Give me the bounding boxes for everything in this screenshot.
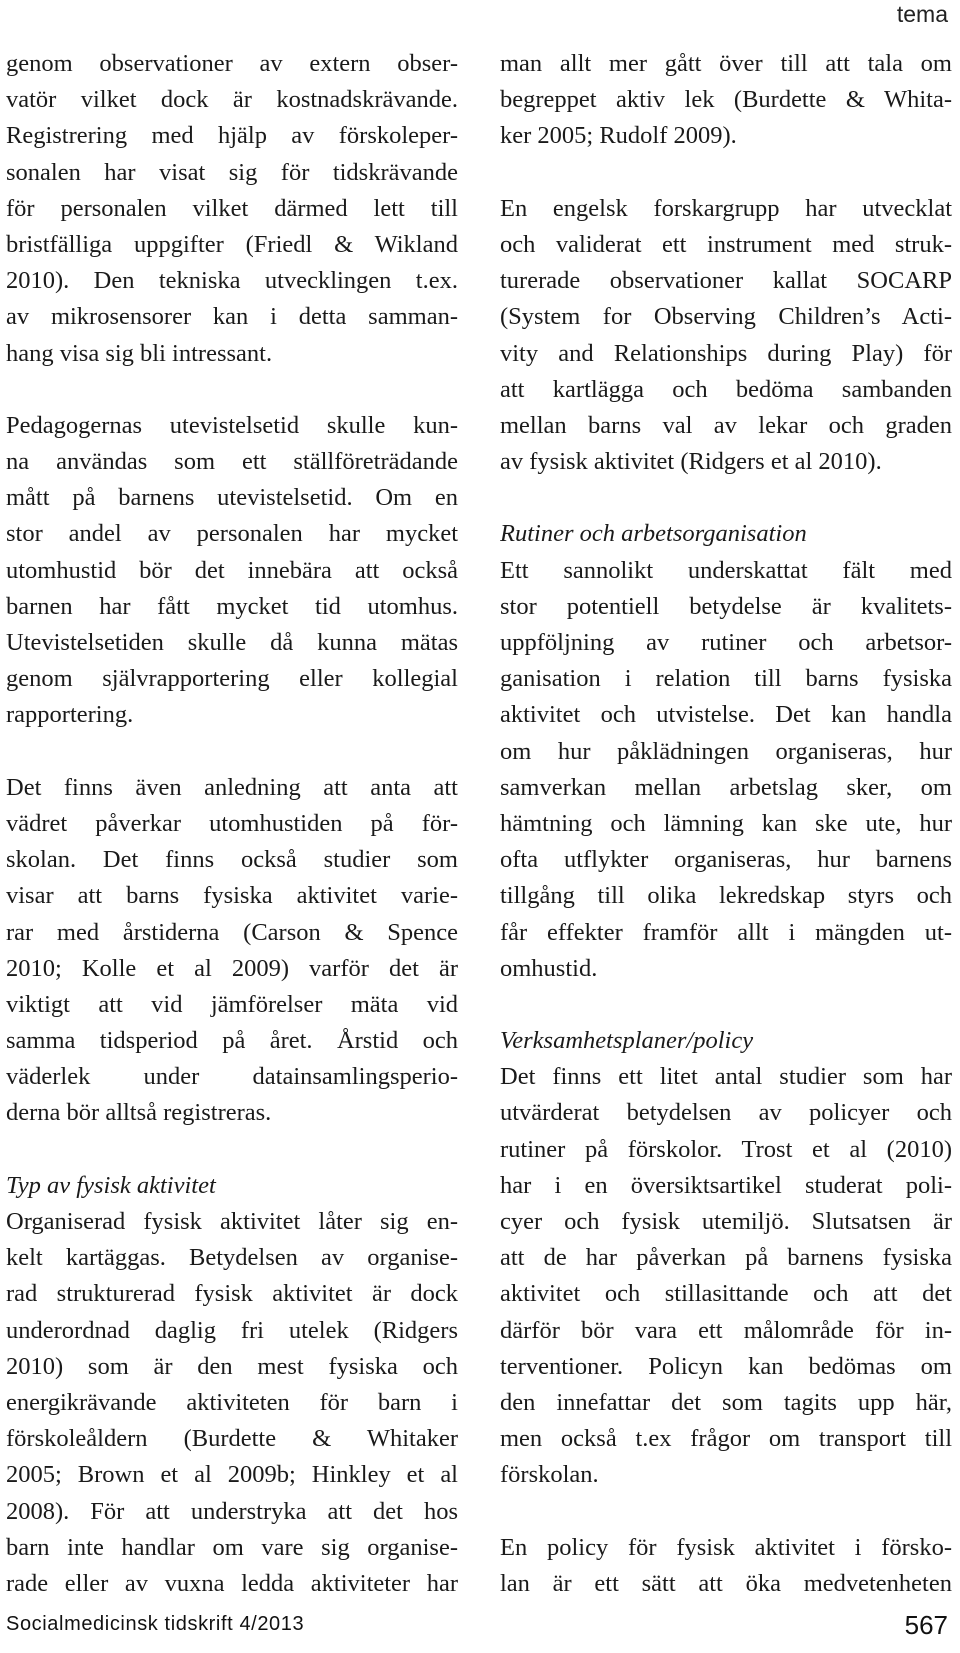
paragraph-gap [6,372,458,408]
text-line: terventioner. Policyn kan bedömas om [500,1352,952,1380]
text-line: rapportering. [6,701,134,729]
paragraph [500,46,952,155]
text-line: mellan barns val av lekar och graden [500,411,952,439]
text-line: cyer och fysisk utemiljö. Slutsatsen är [500,1208,952,1235]
paragraph [6,46,458,372]
page-number: 567 [904,1610,948,1640]
text-line: ganisation i relation till barns fysiska [500,665,952,693]
text-line: viktigt att vid jämförelser mäta vid [6,990,458,1018]
text-line: därför bör vara ett målområde för in- [500,1316,952,1344]
text-line: av fysisk aktivitet (Ridgers et al 2010). [500,448,882,476]
text-line: bristfälliga uppgifter (Friedl & Wikland [6,230,458,258]
right-column [500,46,952,1602]
text-line: utomhustid bör det innebära att också [6,556,458,584]
text-line: att de har påverkan på barnens fysiska [500,1244,952,1272]
text-line: Registrering med hjälp av förskoleper- [6,122,458,150]
text-line: 2010; Kolle et al 2009) varför det är [6,954,458,982]
text-line: förskolan. [500,1461,599,1489]
paragraph-gap [500,155,952,191]
text-line: Organiserad fysisk aktivitet låter sig en- [6,1208,458,1235]
text-line: Utevistelsetiden skulle då kunna mätas [6,629,458,656]
text-line: rar med årstiderna (Carson & Spence [6,918,458,946]
paragraph [6,408,458,734]
text-line: derna bör alltså registreras. [6,1099,272,1127]
text-line: hämtning och lämning kan ske ute, hur [500,809,952,837]
text-line: (System for Observing Children’s Acti- [500,303,952,331]
text-line: mått på barnens utevistelsetid. Om en [6,484,458,512]
text-line: av mikrosensorer kan i detta samman- [6,303,458,331]
text-line: man allt mer gått över till att tala om [500,50,952,77]
text-line: energikrävande aktiviteten för barn i [6,1388,458,1416]
text-line: hang visa sig bli intressant. [6,339,273,367]
text-line: barn inte handlar om vare sig organise- [6,1533,458,1561]
section-heading: Rutiner och arbetsorganisation [500,520,807,548]
text-line: genom observationer av extern obser- [6,50,458,77]
text-line: ofta utflykter organiseras, hur barnens [500,846,952,874]
text-line: ker 2005; Rudolf 2009). [500,122,737,150]
paragraph-gap [500,987,952,1023]
text-line: stor andel av personalen har mycket [6,520,458,548]
text-line: den innefattar det som tagits upp här, [500,1388,952,1416]
text-line: 2008). För att understryka att det hos [6,1497,458,1525]
paragraph-gap [500,1494,952,1530]
paragraph [6,770,458,1132]
text-line: men också t.ex frågor om transport till [500,1425,952,1453]
text-line: turerade observationer kallat SOCARP [500,267,952,295]
text-line: har i en översiktsartikel studerat poli- [500,1171,952,1199]
text-line: om hur påklädningen organiseras, hur [500,737,952,765]
text-line: 2010) som är den mest fysiska och [6,1352,458,1380]
text-line: Det finns även anledning att anta att [6,773,458,801]
text-line: vädret påverkar utomhustiden på för- [6,809,458,837]
footer-journal: Socialmedicinsk tidskrift 4/2013 [6,1613,305,1635]
text-line: Ett sannolikt underskattat fält med [500,556,952,584]
text-line: na användas som ett ställföreträdande [6,448,458,476]
text-line: förskoleåldern (Burdette & Whitaker [6,1425,458,1453]
text-line: sonalen har visat sig för tidskrävande [6,158,458,186]
section-heading: Verksamhetsplaner/policy [500,1027,754,1055]
text-line: och validerat ett instrument med struk- [500,230,952,258]
text-line: 2005; Brown et al 2009b; Hinkley et al [6,1461,458,1489]
section-heading: Typ av fysisk aktivitet [6,1171,216,1199]
text-line: barnen har fått mycket tid utomhus. [6,592,458,620]
text-line: vity and Relationships during Play) för [500,339,952,367]
section-tag: tema [896,1,948,27]
text-line: att kartlägga och bedöma sambanden [500,375,952,403]
paragraph-gap [500,480,952,516]
paragraph [500,1059,952,1493]
paragraph [500,1530,952,1602]
text-line: Pedagogernas utevistelsetid skulle kun- [6,411,458,439]
paragraph-gap [6,734,458,770]
text-line: En engelsk forskargrupp har utvecklat [500,194,952,222]
text-line: skolan. Det finns också studier som [6,846,458,874]
text-line: väderlek under datainsamlingsperio- [6,1063,458,1091]
text-line: visar att barns fysiska aktivitet varie- [6,882,458,910]
left-column [6,46,458,1602]
text-line: genom självrapportering eller kollegial [6,665,458,693]
text-line: Det finns ett litet antal studier som har [500,1063,952,1091]
text-line: stor potentiell betydelse är kvalitets- [500,592,952,620]
text-line: rade eller av vuxna ledda aktiviteter har [6,1569,458,1597]
text-line: rad strukturerad fysisk aktivitet är dock [6,1280,458,1308]
text-line: En policy för fysisk aktivitet i försko- [500,1533,952,1561]
text-line: uppföljning av rutiner och arbetsor- [500,629,952,656]
text-line: omhustid. [500,954,598,982]
paragraph [6,1204,458,1602]
paragraph [500,191,952,481]
text-line: begreppet aktiv lek (Burdette & Whita- [500,86,952,114]
text-line: utvärderat betydelsen av policyer och [500,1099,952,1127]
text-line: för personalen vilket därmed lett till [6,194,458,222]
text-line: tillgång till olika lekredskap styrs och [500,882,952,910]
text-line: underordnad daglig fri utelek (Ridgers [6,1316,458,1344]
text-line: aktivitet och stillasittande och att det [500,1280,952,1308]
text-line: vatör vilket dock är kostnadskrävande. [6,86,458,114]
text-line: aktivitet och utvistelse. Det kan handla [500,701,952,729]
text-line: samverkan mellan arbetslag sker, om [500,773,952,801]
paragraph [500,553,952,987]
text-line: får effekter framför allt i mängden ut- [500,918,952,946]
text-line: samma tidsperiod på året. Årstid och [6,1027,458,1055]
paragraph-gap [6,1132,458,1168]
text-line: 2010). Den tekniska utvecklingen t.ex. [6,267,458,295]
text-line: rutiner på förskolor. Trost et al (2010) [500,1135,952,1163]
text-line: lan är ett sätt att öka medvetenheten [500,1569,952,1597]
text-line: kelt kartäggas. Betydelsen av organise- [6,1244,458,1272]
